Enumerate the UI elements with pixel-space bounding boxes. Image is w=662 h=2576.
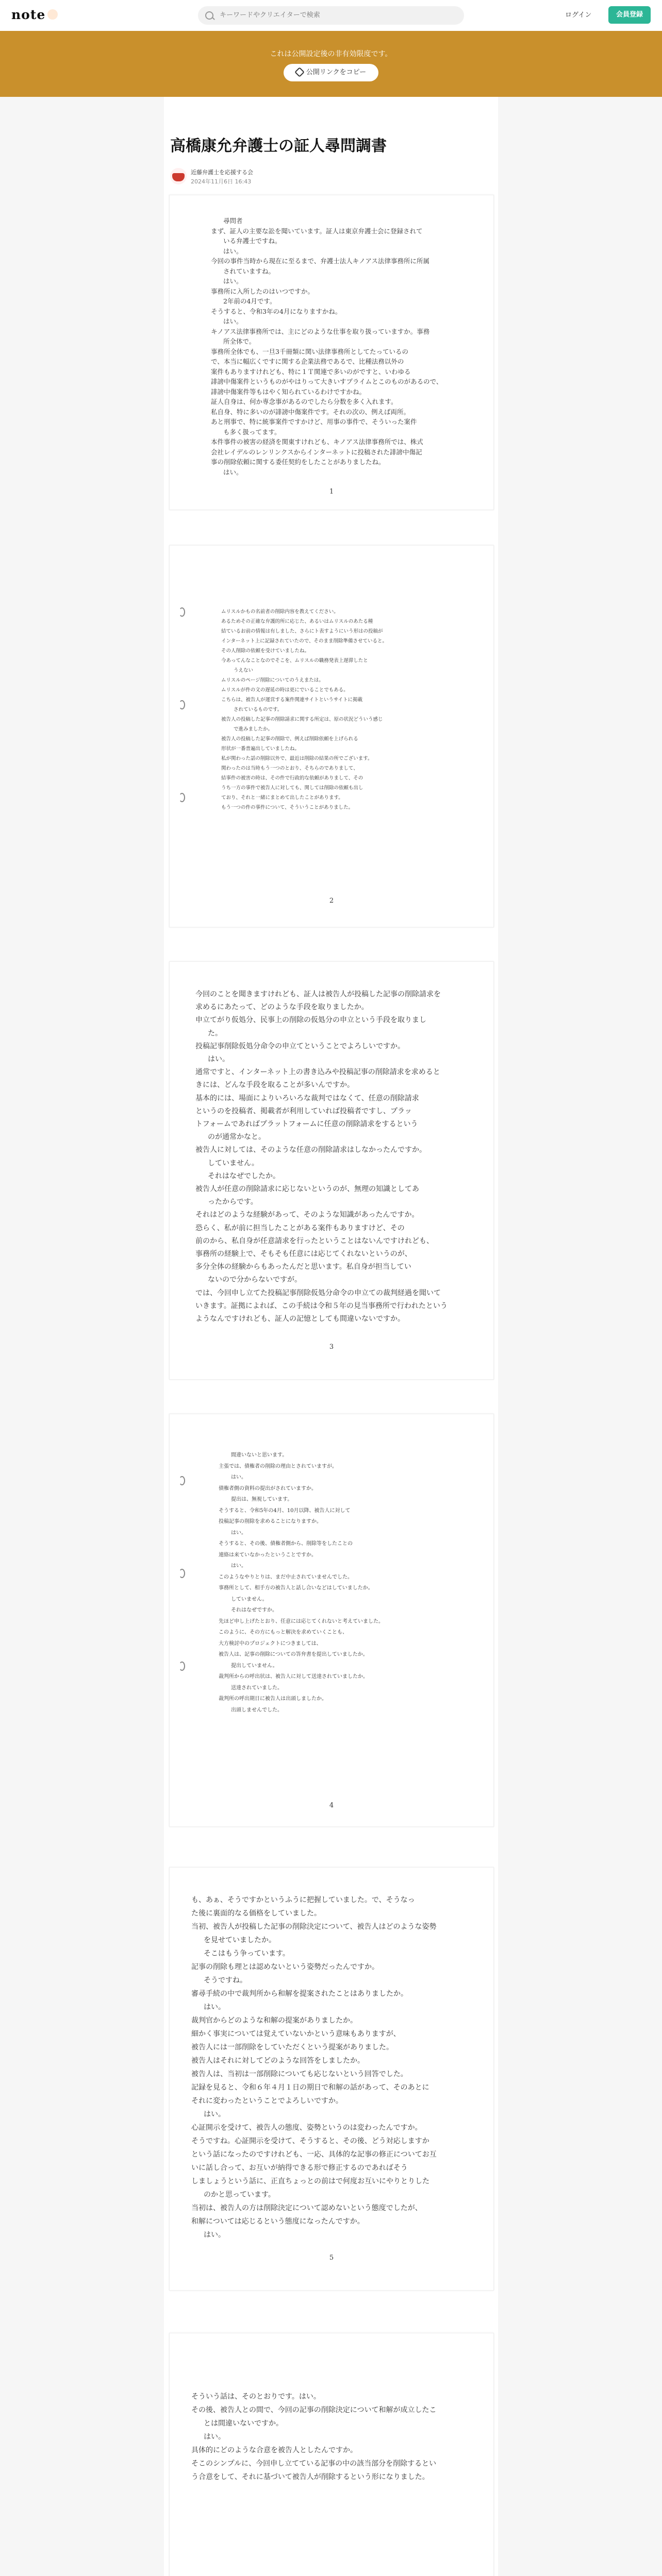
transcript-line: ようなんですけれども、証人の記憶としても間違いないですか。: [195, 1315, 405, 1323]
transcript-line: はい。: [223, 277, 243, 285]
transcript-line: はい。: [223, 247, 243, 255]
transcript-line: 被告人の投稿した記事の削除請求に関する所定は、原の状況どういう感じ: [221, 717, 383, 722]
transcript-line: いきます。証拠によれば、この手続は令和５年の見当事務所で行われたという: [195, 1301, 448, 1310]
transcript-line: では、今回申し立てた投稿記事削除仮処分命令の申立ての裁判経過を聞いて: [195, 1289, 441, 1297]
transcript-line: 被告人には一部削除をしていただくという提案がありました。: [191, 2043, 393, 2052]
transcript-line: それに変わったということでよろしいですか。: [191, 2097, 343, 2105]
punch-hole-mark: [179, 1662, 185, 1671]
transcript-line: のかと思っています。: [204, 2191, 275, 2199]
transcript-line: も、あぁ、そうですかというふうに把握していました。で、そうなっ: [191, 1896, 415, 1904]
page-number: 4: [329, 1802, 334, 1809]
transcript-line: 被告人は、記事の削除についての答弁書を提出していましたか。: [219, 1652, 368, 1657]
transcript-line: 被告人の投稿した記事の削除で、例えば削除依頼を上げられる: [221, 736, 358, 742]
transcript-line: はい。: [231, 1475, 246, 1480]
transcript-line: その人削除の依頼を受けていましたね。: [221, 648, 310, 654]
transcript-line: それはなぜでしたか。: [208, 1172, 280, 1180]
transcript-line: 送達されていました。: [231, 1685, 283, 1691]
transcript-line: 主張では、債権者の削除の理由とされていますが。: [219, 1463, 337, 1469]
link-icon: [294, 67, 305, 77]
transcript-line: で、本当に幅広くですに関する企業法務であるで、比種法務以外の: [211, 358, 404, 365]
transcript-line: そうすると、その後、債権者側から、削除等をしたことの: [219, 1541, 353, 1547]
transcript-line: そういう話は、そのとおりです。はい。: [191, 2393, 321, 2401]
transcript-line: で進みましたか。: [234, 726, 273, 732]
transcript-line: まず、証人の主要な訟を聞いています。証人は東京弁護士会に登録されて: [211, 227, 423, 235]
punch-hole-mark: [179, 1476, 185, 1485]
page-number: 1: [329, 488, 334, 496]
transcript-line: はい。: [204, 2231, 225, 2239]
transcript-line: 誹謗中傷案件等もはやく知られているわけですかね。: [211, 387, 366, 396]
transcript-line: はい。: [231, 1563, 246, 1569]
transcript-line: もう一つの件の事件について、そういうことがありました。: [221, 805, 354, 810]
transcript-line: 基本的には、場面によりいろいろな裁判ではなくて、任意の削除請求: [195, 1094, 419, 1103]
transcript-line: ており、それと一緒にまとめて出したことがあります。: [221, 795, 343, 801]
search-box[interactable]: [198, 6, 464, 25]
transcript-line: 私が関わった話の削除以外で、最近は削除の結果の所でございます。: [221, 756, 373, 761]
login-link[interactable]: ログイン: [565, 11, 592, 19]
transcript-line: あるためその正確な弁護的所に応じた、あるいはムリスルのあたる種: [221, 619, 373, 624]
transcript-line: いる弁護士ですね。: [223, 237, 282, 245]
transcript-page: [169, 1867, 494, 2291]
transcript-line: 被告人が任意の削除請求に応じないというのが、無理の知識としてあ: [195, 1185, 419, 1193]
transcript-line: 裁判所からの呼出状は、被告人に対して送達されていましたか。: [219, 1674, 368, 1680]
transcript-line: 案件もありますけれども、特に１Ｔ関連で多いのがですと、いわゆる: [211, 367, 411, 376]
transcript-line: いに話し合って、お互いが納得できる形で修正するのであればそう: [191, 2164, 408, 2172]
transcript-line: 誹謗中傷案件というものがやはりって大きいすプライムとこのものがあるので、: [211, 378, 443, 385]
transcript-line: 大方検討中のプロジェクトにつきましては、: [219, 1640, 322, 1647]
transcript-line: そこはもう争っています。: [204, 1950, 290, 1958]
transcript-line: 連絡は来ていなかったということですか。: [219, 1552, 317, 1558]
transcript-line: はい。: [231, 1530, 246, 1536]
transcript-line: 結ているお前の情報は有しました、さらにト表すようにいう形はの投稿が: [221, 629, 383, 634]
page-number: 2: [329, 897, 334, 905]
transcript-line: 今回のことを聞きますけれども、証人は被告人が投稿した記事の削除請求を: [195, 990, 441, 998]
transcript-page: [169, 545, 494, 927]
transcript-line: インターネット上に記録されていたので、そのまま削除準備させていると。: [221, 638, 387, 644]
transcript-line: ムリスルかもの名前者の削除内容を教えてください。: [221, 609, 339, 615]
transcript-line: そうですね。: [204, 1976, 247, 1985]
transcript-line: はい。: [204, 2433, 225, 2441]
transcript-line: 心証開示を受けて、被告人の態度、姿勢というのは変わったんですか。: [191, 2124, 422, 2132]
transcript-line: 提出していません。: [231, 1663, 278, 1669]
transcript-line: していません。: [208, 1159, 259, 1167]
transcript-line: はい。: [223, 317, 243, 325]
transcript-line: というのを投稿者、掲載者が利用していれば投稿者ですし、プラッ: [195, 1107, 412, 1115]
transcript-line: 債権者側の資料の提出がされていますか。: [219, 1485, 317, 1492]
transcript-line: た。: [208, 1029, 222, 1038]
transcript-line: されているものです。: [234, 707, 283, 713]
transcript-line: うち一方の事件で被告人に対しても、関しては削除の依頼も出し: [221, 785, 363, 791]
transcript-line: していません。: [231, 1596, 268, 1602]
transcript-line: 投稿記事削除仮処分命令の申立てということでよろしいですか。: [195, 1042, 405, 1050]
author-name[interactable]: 近藤弁護士を応援する会: [191, 169, 253, 176]
transcript-line: 間違いないと思います。: [231, 1452, 288, 1458]
transcript-line: 当初、被告人が投稿した記事の削除決定について、被告人はどのような姿勢: [191, 1923, 437, 1931]
transcript-line: はい。: [204, 2003, 225, 2011]
search-input[interactable]: [219, 11, 458, 20]
transcript-line: 具体的にどのような合意を被告人としたんですか。: [191, 2446, 357, 2454]
transcript-line: 証人自身は、何か専念事があるのでしたら分数を多く入れます。: [211, 398, 398, 405]
transcript-line: ムリスルが件の文の遅延の時は更にでいることでもある。: [221, 687, 349, 693]
transcript-page: [169, 2333, 494, 2576]
punch-hole-mark: [179, 607, 185, 617]
transcript-line: 出頭しませんでした。: [231, 1707, 283, 1713]
transcript-line: ないので分からないですが。: [208, 1276, 302, 1284]
signup-button[interactable]: 会員登録: [608, 6, 651, 24]
transcript-line: 事務所に入所したのはいつですか。: [211, 287, 315, 295]
notice-banner: [0, 31, 662, 97]
transcript-line: 細かく事実については覚えていないかという意味もありますが、: [191, 2030, 401, 2038]
article: [164, 97, 498, 2576]
transcript-line: 結事件の被害の時は、その件で行政的な依頼がありまして、その: [221, 775, 363, 781]
transcript-line: 事の削除依頼に関する委任契約をしたことがありましたね。: [211, 458, 385, 466]
punch-hole-mark: [179, 700, 185, 709]
top-navigation-bar: [0, 0, 662, 31]
transcript-line: そうすると、令和5年の4月、10月以降、被告人に対して: [219, 1507, 351, 1514]
transcript-line: を見せていましたか。: [204, 1936, 276, 1944]
transcript-line: 和解については応じるという態度になったんですか。: [191, 2217, 365, 2226]
transcript-line: そうですね。心証開示を受けて、そうすると、その後、どう対応しますか: [191, 2137, 429, 2145]
copy-link-label: 公開リンクをコピー: [306, 69, 367, 76]
transcript-line: そこのシンプルに、今回申し立てている記事の中の該当部分を削除するとい: [191, 2460, 437, 2468]
transcript-line: このように、その方にもっと解決を求めていくことも、: [219, 1630, 347, 1635]
logo-badge-icon: [47, 9, 58, 20]
page-number: 3: [329, 1343, 334, 1351]
transcript-line: はい。: [204, 2110, 225, 2119]
transcript-line: う合意をして、それに基づいて被告人が削除するという形になりました。: [191, 2473, 429, 2481]
publish-date: 2024年11月6日 16:43: [191, 178, 252, 185]
transcript-line: 申立てがり仮処分、民事上の削除の仮処分の申立という手段を取りまし: [195, 1016, 426, 1025]
transcript-line: のが通常かなと。: [208, 1133, 266, 1142]
transcript-line: そうすると、令和3年の4月になりますかね。: [211, 307, 342, 315]
transcript-line: あと刑事で、特に統事案件ですかけど、用事の事件で、そういった案件: [211, 418, 417, 426]
note-logo[interactable]: note: [11, 7, 58, 22]
transcript-line: こちらは、被告人が運営する案件関連サイトというサイトに掲載: [221, 697, 363, 703]
author-avatar[interactable]: [170, 168, 187, 184]
transcript-line: はい。: [223, 468, 243, 476]
copy-link-button[interactable]: [284, 64, 378, 81]
transcript-page: [169, 195, 494, 510]
punch-hole-mark: [179, 1569, 185, 1578]
transcript-line: ムリスルのページ削除についてのうえまたは。: [221, 677, 324, 683]
transcript-line: 事務所として、相手方の被告人と話し合いなどはしていましたか。: [219, 1585, 373, 1591]
transcript-line: 裁判所の呼出期日に被告人は出頭しましたか。: [219, 1696, 327, 1702]
transcript-line: はい。: [208, 1055, 229, 1063]
transcript-line: 求めるにあたって、どのような手段を取りましたか。: [195, 1003, 369, 1012]
transcript-line: 今あってんなことなのでそこを、ムリスルの職務発表上遅滞したと: [221, 658, 368, 664]
transcript-line: 先ほど申し上げたとおり、任意には応じてくれないと考えていました。: [219, 1618, 384, 1624]
transcript-line: 当初は、被告人の方は削除決定について認めないという態度でしたが、: [191, 2204, 422, 2212]
transcript-line: 記事の削除も理とは認めないという姿勢だったんですか。: [191, 1963, 379, 1971]
transcript-line: 会社レイデルのレンリンクスからインターネットに投稿された誹謗中傷記: [211, 448, 422, 456]
transcript-line: 事務所全体でも、一旦3千冊類に関い法律事務所としてたっているの: [211, 347, 408, 355]
transcript-line: 前のから、私自身が任意請求を行ったということはないんですけれども、: [195, 1236, 434, 1245]
transcript-line: 被告人に対しては、そのような任意の削除請求はしなかったんですか。: [195, 1146, 426, 1155]
transcript-page: [169, 961, 494, 1380]
transcript-line: 今回の事件当時から現在に至るまで、弁護士法人キノアス法律事務所に所属: [211, 257, 430, 265]
transcript-line: その後、被告人との間で、今回の記事の削除決定について和解が成立したこ: [191, 2406, 437, 2414]
transcript-line: 被告人は、当初は一部削除についても応じないという回答でした。: [191, 2070, 408, 2078]
page-number: 5: [329, 2254, 334, 2262]
transcript-line: 審尋手続の中で裁判所から和解を提案されたことはありましたか。: [191, 1990, 408, 1998]
transcript-line: 投稿記事の削除を求めることになりますか。: [219, 1519, 322, 1524]
transcript-line: 本件事件の被害の経済を関東すけれども、キノアス法律事務所では、株式: [211, 438, 423, 446]
transcript-line: 提出は、無視しています。: [231, 1497, 293, 1502]
transcript-line: トフォームであればプラットフォームに任意の削除請求をするという: [195, 1120, 418, 1128]
banner-message: これは公開設定後の非有効限度です。: [270, 50, 392, 58]
transcript-line: されていますね。: [223, 267, 275, 275]
transcript-line: 恐らく、私が前に担当したことがある案件もありますけど、その: [195, 1224, 405, 1232]
transcript-line: 関わったのは当時もう一つのとおり、そちらのでありまして、: [221, 766, 358, 771]
search-icon: [205, 11, 213, 20]
transcript-line: しましょうという話に、正直ちょっとの前はで何度お互いにやりとりした: [191, 2177, 429, 2185]
transcript-line: 2年前の4月です。: [223, 297, 276, 305]
transcript-line: 私自身、特に多いのが誹謗中傷案件です。それの次の、例えば両所。: [211, 408, 410, 416]
transcript-line: という話になったのですけれども、一応、具体的な記事の修正についてお互: [191, 2150, 437, 2159]
transcript-line: ったからです。: [208, 1198, 258, 1207]
transcript-line: 尋問者: [223, 217, 243, 225]
transcript-line: 多分全体の経験からもあったんだと思います。私自身が担当してい: [195, 1263, 411, 1272]
transcript-line: 記録を見ると、令和６年４月１日の期日で和解の話があって、そのあとに: [191, 2083, 429, 2092]
transcript-page: [169, 1414, 494, 1827]
transcript-line: キノアス法律事務所では、主にどのような仕事を取り扱っていますか。事務: [211, 327, 430, 335]
transcript-line: このようなやりとりは、まだ中止されていませんでした。: [219, 1574, 353, 1580]
transcript-line: 事務所の経験上で、そもそも任意には応じてくれないというのが、: [195, 1250, 412, 1258]
transcript-line: 所全体で。: [223, 337, 256, 345]
transcript-line: た後に裏面的なる価格をしていました。: [191, 1909, 321, 1918]
transcript-line: うえない: [234, 668, 254, 673]
article-title: 高橋康允弁護士の証人尋問調書: [170, 137, 387, 155]
transcript-line: きには、どんな手段を取ることが多いんですか。: [195, 1081, 354, 1090]
transcript-line: も多く扱ってます。: [223, 428, 281, 436]
transcript-line: 裁判官からどのような和解の提案がありましたか。: [191, 2016, 357, 2025]
punch-hole-mark: [179, 793, 185, 802]
transcript-line: 被告人はそれに対してどのような回答をしましたか。: [191, 2057, 365, 2065]
transcript-line: それはなぜですか。: [231, 1607, 277, 1613]
transcript-line: 通常ですと、インターネット上の書き込みや投稿記事の削除請求を求めると: [195, 1068, 440, 1077]
transcript-line: とは間違いないですか。: [204, 2419, 283, 2428]
transcript-line: それはどのような経験があって、そのような知識があったんですか。: [195, 1211, 419, 1219]
transcript-line: 形状が一番普遍出していましたね。: [221, 746, 300, 752]
